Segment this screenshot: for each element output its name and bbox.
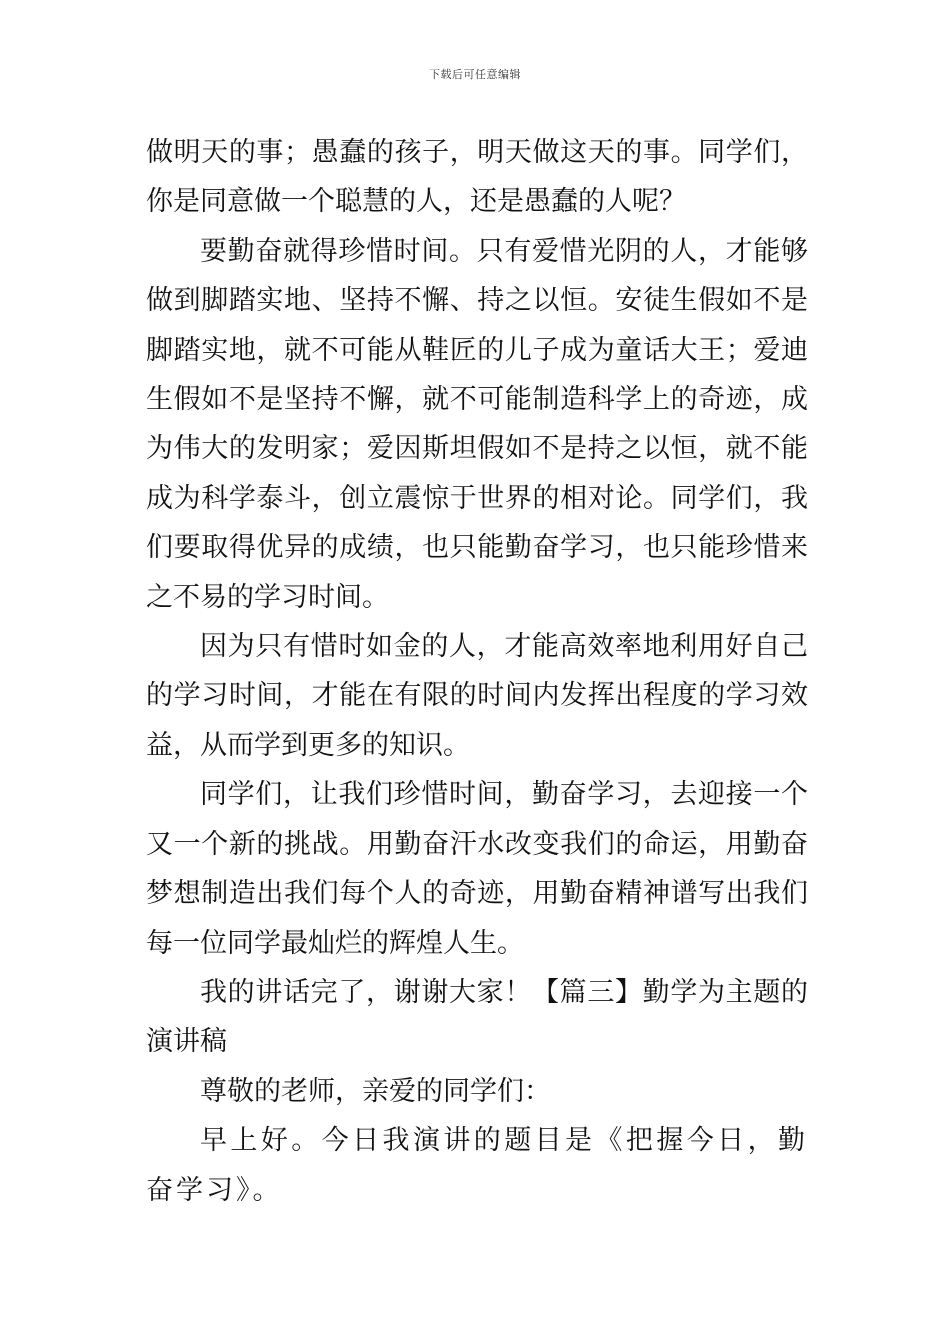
paragraph-2: 要勤奋就得珍惜时间。只有爱惜光阴的人，才能够做到脚踏实地、坚持不懈、持之以恒。安徒生假如不是脚踏实地，就不可能从鞋匠的儿子成为童话大王；爱迪生假如不是坚持不懈，就不可能制造科学上的奇迹，成为伟大的发明家；爱因斯坦假如不是持之以恒，就不能成为科学泰斗，创立震惊于世界的相对论。同学们，我们要取得优异的成绩，也只能勤奋学习，也只能珍惜来之不易的学习时间。 [146,235,808,613]
document-body [146,128,808,1215]
paragraph-1: 做明天的事；愚蠢的孩子，明天做这天的事。同学们，你是同意做一个聪慧的人，还是愚蠢的人呢？ [146,137,808,218]
paragraph-6: 尊敬的老师，亲爱的同学们： [200,1075,551,1107]
page-header: 下载后可任意编辑 [429,68,521,81]
paragraph-4: 同学们，让我们珍惜时间，勤奋学习，去迎接一个又一个新的挑战。用勤奋汗水改变我们的命运，用勤奋梦想制造出我们每个人的奇迹，用勤奋精神谱写出我们每一位同学最灿烂的辉煌人生。 [146,779,808,959]
paragraph-7: 早上好。今日我演讲的题目是《把握今日，勤奋学习》。 [146,1125,808,1206]
paragraph-3: 因为只有惜时如金的人，才能高效率地利用好自己的学习时间，才能在有限的时间内发挥出程度的学习效益，从而学到更多的知识。 [146,631,808,761]
paragraph-5: 我的讲话完了，谢谢大家！【篇三】勤学为主题的演讲稿 [146,976,808,1058]
